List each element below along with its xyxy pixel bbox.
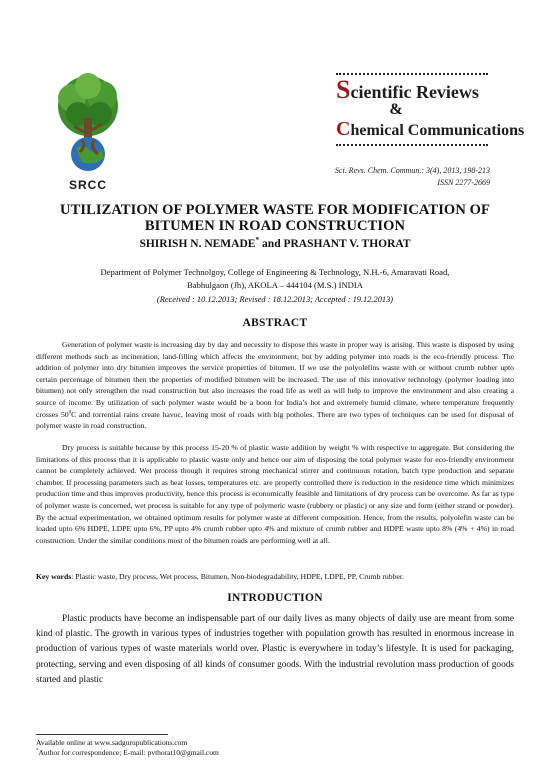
affiliation: Department of Polymer Technolgoy, College of Engineering & Technology, N.H.-6, Amaravati Road, Babhulgaon (Jh), AKOLA – 444104 (M.S.) INDIA	[100, 267, 450, 290]
logo-label: SRCC	[68, 178, 107, 192]
introduction-heading: INTRODUCTION	[227, 592, 323, 604]
issn: ISSN 2277-2669	[437, 178, 490, 187]
journal-title-line1: Scientific Reviews	[336, 75, 479, 104]
divider	[336, 73, 488, 75]
article-dates: (Received : 10.12.2013; Revised : 18.12.2013; Accepted : 19.12.2013)	[156, 295, 394, 304]
citation-block	[335, 165, 490, 189]
tree-globe-icon	[52, 72, 124, 176]
keywords: Key words: Plastic waste, Dry process, Wet process, Bitumen, Non-biodegradability, HDPE, LDPE, PP, Crumb rubber.	[36, 572, 404, 581]
citation: Sci. Revs. Chem. Commun.: 3(4), 2013, 198-213	[334, 166, 490, 175]
abstract-paragraph-2: Dry process is suitable because by this process 15-20 % of plastic waste addition by weight % with respective to aggregate. But considering the limitations of this process that it is applicable to plastic waste only and hence our aim of disposing the total polymer waste for eco-friendly environment cannot be completely achieved. Wet process though it requires strong mechanical stirrer and continuous rotation, batch type production and separate chamber. If processing parameters such as heat losses, temperatures etc. are properly controlled there is reduction in the residence time which minimizes production time and thus improves productivity, hence this process is economically feasible and limitations of dry process can be overcome. As far as type of polymer waste is concerned, wet process is suitable for any type of polymeric waste (rubbery or plastic) or any size and form (either strand or powder). By the actual experimentation, we obtained optimum results for polymer waste at different composition. Hence, from the results, polyolefin waste can be loaded upto 6% HDPE, LDPE upto 6%, PP upto 4% crumb rubber upto 4% and mixture of crumb rubber and HDPE waste upto 8% (4% + 4%) in road construction. Under the similar conditions most of the bitumen roads are performing well at all.	[36, 443, 514, 545]
divider	[336, 144, 488, 146]
availability-note: Available online at www.sadgurupublications.com	[36, 738, 188, 747]
article-title: UTILIZATION OF POLYMER WASTE FOR MODIFICATION OF BITUMEN IN ROAD CONSTRUCTION	[60, 202, 490, 234]
srcc-logo	[52, 72, 124, 194]
footnote-rule	[36, 734, 168, 735]
footnotes	[36, 738, 219, 758]
journal-title-amp: &	[389, 101, 403, 118]
journal-title-line2: Chemical Communications	[336, 118, 525, 140]
abstract-heading: ABSTRACT	[242, 317, 308, 329]
introduction-paragraph: Plastic products have become an indispensable part of our daily lives as many objects of daily use are meant from some kind of plastic. The growth in various types of industries together with population growth has resulted in enormous increase in production of various types of waste materials world over. Plastic is everywhere in today’s lifestyle. It is used for packaging, protecting, serving and even disposing of all kinds of consumer goods. With the industrial revolution mass production of goods started and plastic	[36, 614, 514, 685]
correspondence-note: *Author for correspondence; E-mail: pvthorat10@gmail.com	[36, 748, 219, 757]
authors: SHIRISH N. NEMADE* and PRASHANT V. THORAT	[139, 235, 411, 250]
abstract-paragraph-1: Generation of polymer waste is increasing day by day and necessity to dispose this waste in proper way is arising. This waste is disposed by using different methods such as incineration, land-filling which affects the environment; but by adding polymer into roads is the eco-friendly process. The addition of polymer into dry bitumen improves the service properties of bitumen. If we use the polyolefins waste with or without crumb rubber upto certain percentage of bitumen then the properties of modified bitumen will be increased. The use of this innovative technology (polymer loading into bitumen) not only strengthen the road construction but also increases the road life as well as will help to improve the environment and also creating a source of income. By utilization of such polymer waste would be a boon for India’s hot and extremely humid climate, where temperature frequently crosses $50^0C$ and torrential rains create havoc, leaving most of roads with big potholes. There are two types of techniques can be used for disposal of polymer waste in road construction.	[36, 340, 514, 431]
journal-masthead	[336, 73, 525, 146]
